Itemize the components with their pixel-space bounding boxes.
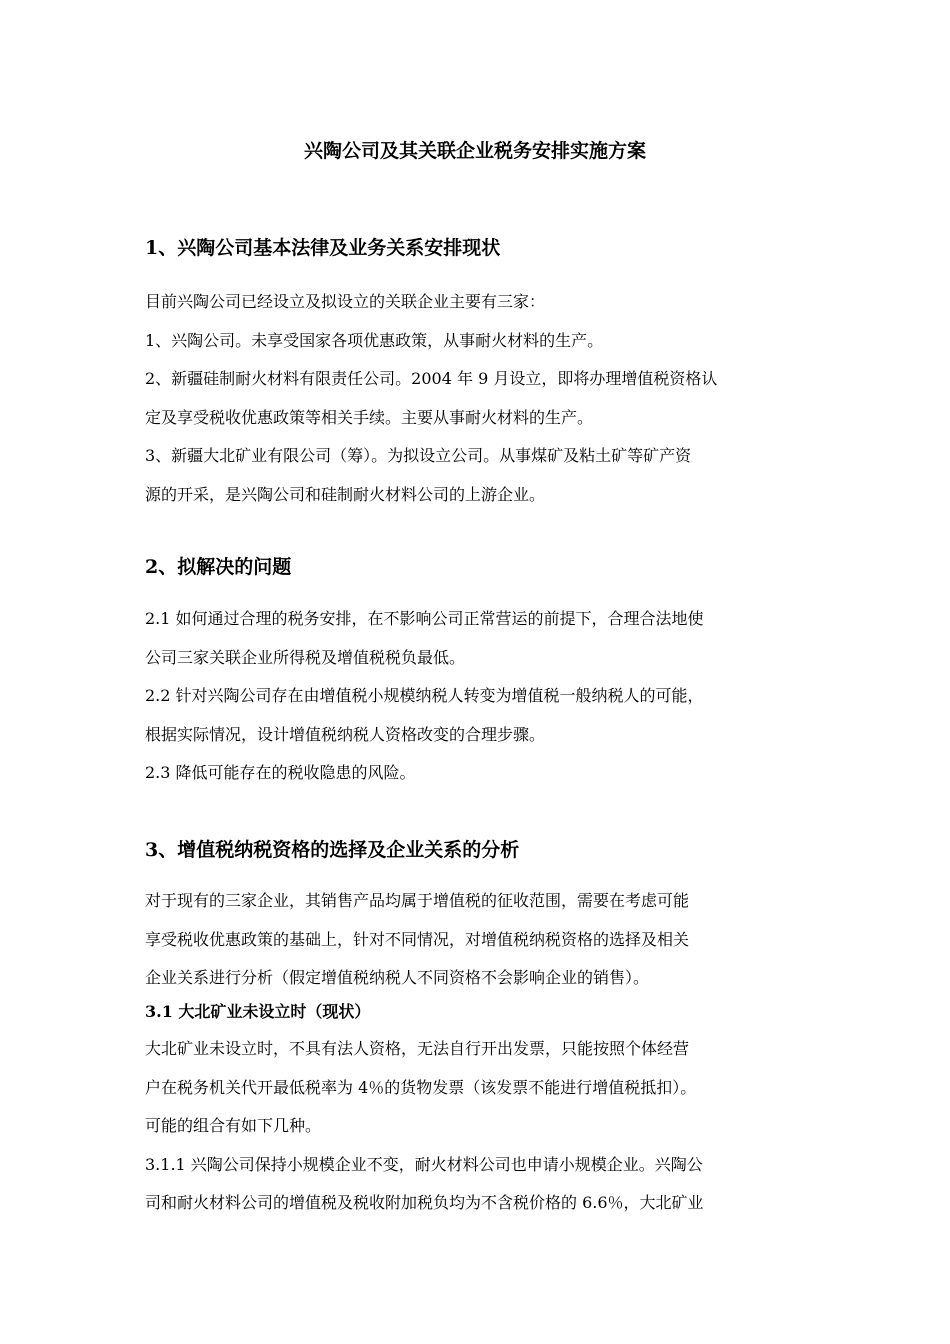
paragraph-line: 目前兴陶公司已经设立及拟设立的关联企业主要有三家： [145, 292, 546, 311]
paragraph-line: 1、兴陶公司。未享受国家各项优惠政策，从事耐火材料的生产。 [145, 330, 604, 350]
paragraph-line: 企业关系进行分析（假定增值税纳税人不同资格不会影响企业的销售）。 [145, 968, 650, 987]
section-1-body [145, 283, 835, 514]
paragraph-line: 3、新疆大北矿业有限公司（筹）。为拟设立公司。从事煤矿及粘土矿等矿产资 [145, 446, 692, 465]
section-3-intro [145, 882, 835, 998]
paragraph-line: 源的开采，是兴陶公司和硅制耐火材料公司的上游企业。 [145, 484, 546, 504]
paragraph-line: 定及享受税收优惠政策等相关手续。主要从事耐火材料的生产。 [145, 407, 594, 427]
section-3-heading: 3、增值税纳税资格的选择及企业关系的分析 [145, 839, 520, 861]
paragraph-line: 2、新疆硅制耐火材料有限责任公司。2004 年 9 月设立，即将办理增值税资格认 [145, 369, 718, 388]
paragraph-line: 大北矿业未设立时，不具有法人资格，无法自行开出发票，只能按照个体经营 [145, 1039, 690, 1058]
paragraph-line: 公司三家关联企业所得税及增值税税负最低。 [145, 647, 466, 667]
section-2-heading: 2、拟解决的问题 [145, 556, 292, 578]
subsection-3-1-body [145, 1030, 835, 1223]
paragraph-line: 户在税务机关代开最低税率为 4％的货物发票（该发票不能进行增值税抵扣）。 [145, 1077, 697, 1097]
paragraph-line: 可能的组合有如下几种。 [145, 1116, 322, 1135]
paragraph-line: 3.1.1 兴陶公司保持小规模企业不变，耐火材料公司也申请小规模企业。兴陶公 [145, 1154, 703, 1174]
paragraph-line: 2.1 如何通过合理的税务安排，在不影响公司正常营运的前提下，合理合法地使 [145, 609, 704, 628]
section-2-body [145, 600, 835, 793]
paragraph-line: 对于现有的三家企业，其销售产品均属于增值税的征收范围，需要在考虑可能 [145, 891, 690, 910]
paragraph-line: 2.3 降低可能存在的税收隐患的风险。 [145, 763, 416, 782]
subsection-3-1-heading: 3.1 大北矿业未设立时（现状） [145, 1002, 371, 1021]
paragraph-line: 司和耐火材料公司的增值税及税收附加税负均为不含税价格的 6.6％，大北矿业 [145, 1193, 704, 1212]
section-1-heading: 1、兴陶公司基本法律及业务关系安排现状 [145, 237, 501, 259]
document-title: 兴陶公司及其关联企业税务安排实施方案 [303, 140, 646, 162]
paragraph-line: 享受税收优惠政策的基础上，针对不同情况，对增值税纳税资格的选择及相关 [145, 929, 690, 949]
paragraph-line: 2.2 针对兴陶公司存在由增值税小规模纳税人转变为增值税一般纳税人的可能， [145, 686, 704, 705]
paragraph-line: 根据实际情况，设计增值税纳税人资格改变的合理步骤。 [145, 724, 546, 744]
